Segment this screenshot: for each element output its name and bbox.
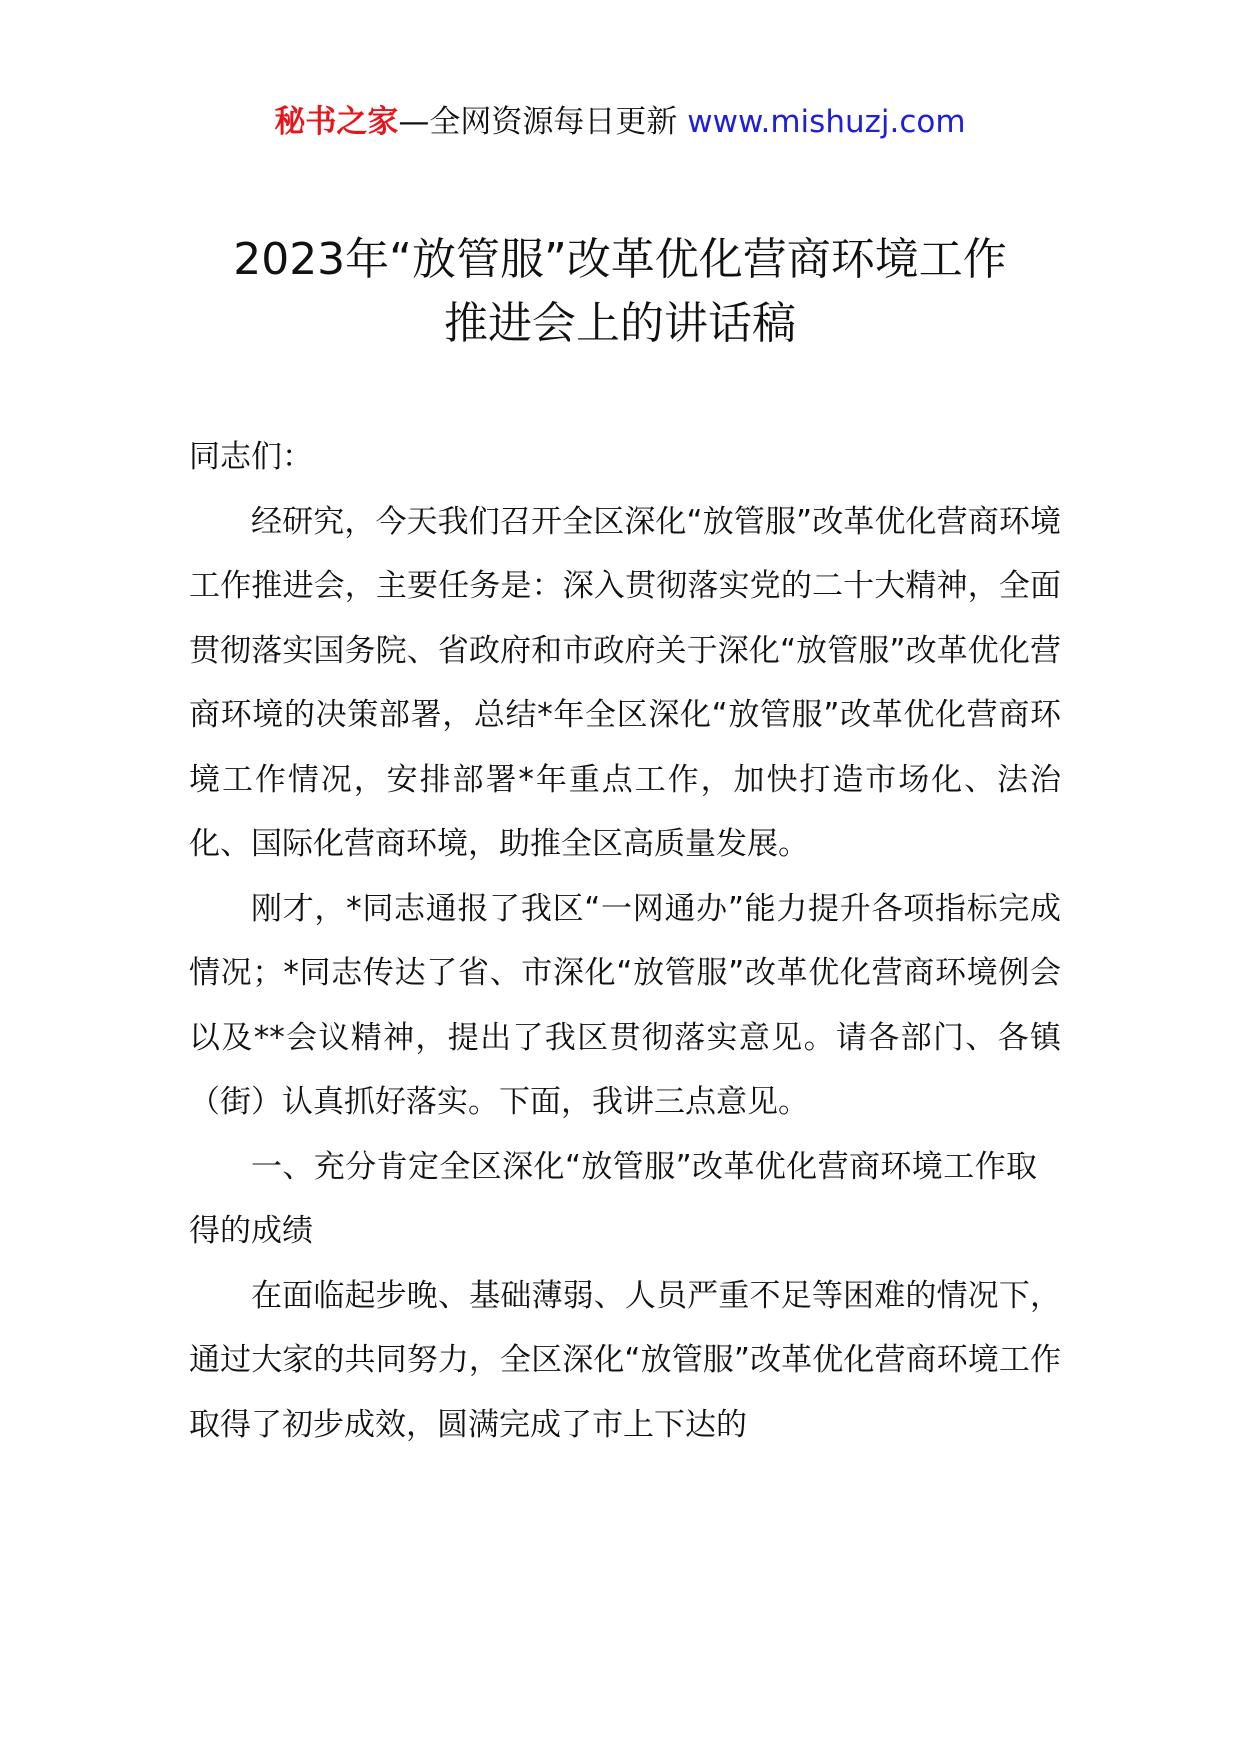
site-url-link[interactable]: www.mishuzj.com <box>687 104 966 140</box>
document-body <box>189 425 1061 1457</box>
title-line-2: 推进会上的讲话稿 <box>444 298 796 349</box>
document-title <box>0 228 1240 356</box>
salutation: 同志们： <box>189 439 313 475</box>
paragraph-3: 在面临起步晚、基础薄弱、人员严重不足等困难的情况下，通过大家的共同努力，全区深化“放管服”改革优化营商环境工作取得了初步成效，圆满完成了市上下达的 <box>189 1277 1061 1443</box>
title-line-1: 2023年“放管服”改革优化营商环境工作 <box>233 234 1007 285</box>
header-tagline: —全网资源每日更新 <box>398 104 678 140</box>
brand-name: 秘书之家 <box>274 104 399 140</box>
header-banner <box>0 100 1240 144</box>
section-heading-1: 一、充分肯定全区深化“放管服”改革优化营商环境工作取得的成绩 <box>189 1148 1037 1249</box>
paragraph-2: 刚才，*同志通报了我区“一网通办”能力提升各项指标完成情况；*同志传达了省、市深化“放管服”改革优化营商环境例会以及**会议精神，提出了我区贯彻落实意见。请各部门、各镇（街）认真抓好落实。下面，我讲三点意见。 <box>189 890 1061 1120</box>
paragraph-1: 经研究，今天我们召开全区深化“放管服”改革优化营商环境工作推进会，主要任务是：深入贯彻落实党的二十大精神，全面贯彻落实国务院、省政府和市政府关于深化“放管服”改革优化营商环境的决策部署，总结*年全区深化“放管服”改革优化营商环境工作情况，安排部署*年重点工作，加快打造市场化、法治化、国际化营商环境，助推全区高质量发展。 <box>189 503 1061 862</box>
